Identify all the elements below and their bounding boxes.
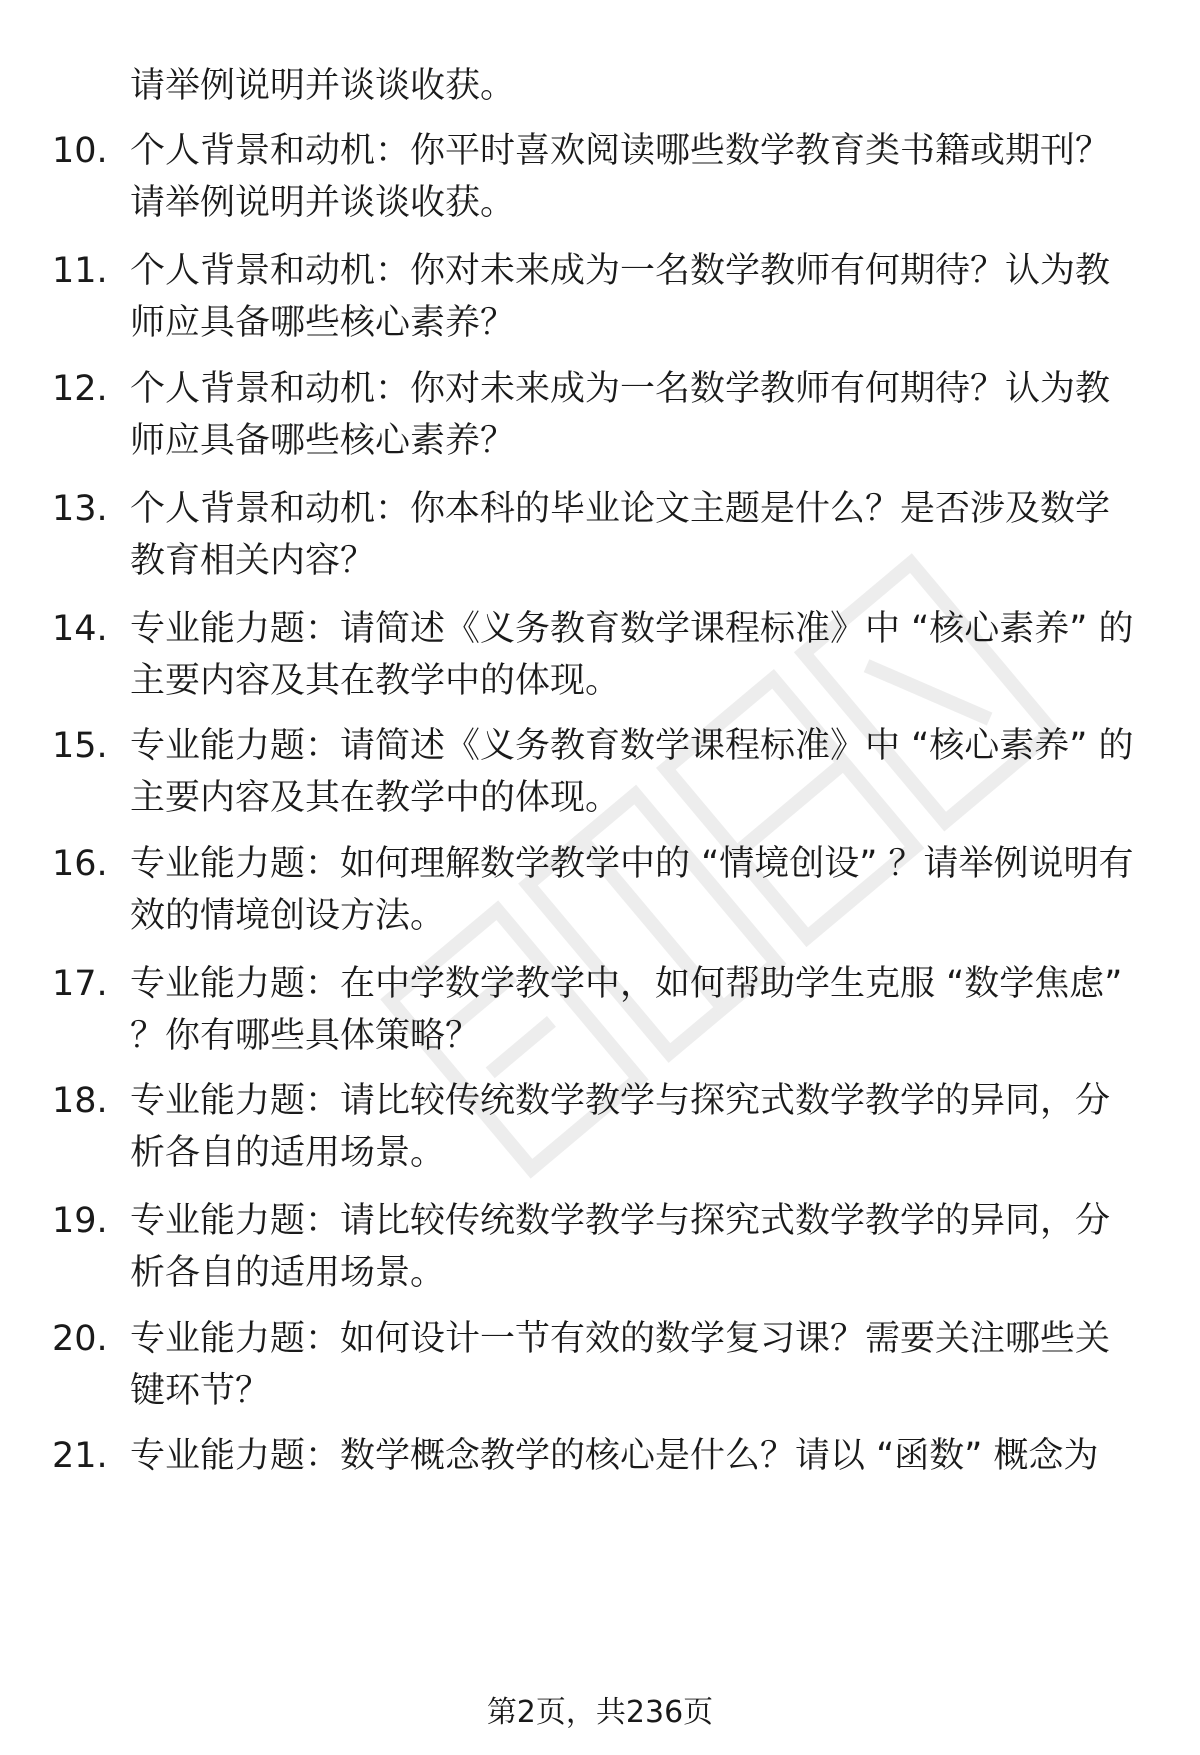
list-item bbox=[52, 363, 1140, 467]
item-number: 14. bbox=[52, 609, 108, 649]
item-text: 专业能力题：在中学数学教学中，如何帮助学生克服 “数学焦虑” ？你有哪些具体策略？ bbox=[130, 964, 1123, 1056]
list-item bbox=[52, 958, 1140, 1062]
item-number: 10. bbox=[52, 131, 108, 171]
continuation-text: 请举例说明并谈谈收获。 bbox=[130, 66, 516, 106]
item-number: 13. bbox=[52, 489, 108, 529]
list-item bbox=[52, 125, 1140, 229]
item-text: 专业能力题：请比较传统数学教学与探究式数学教学的异同，分析各自的适用场景。 bbox=[130, 1201, 1111, 1293]
list-item bbox=[52, 1313, 1140, 1417]
list-item bbox=[52, 483, 1140, 587]
item-text: 专业能力题：数学概念教学的核心是什么？请以 “函数” 概念为 bbox=[130, 1436, 1099, 1476]
item-text: 专业能力题：请简述《义务教育数学课程标准》中 “核心素养” 的主要内容及其在教学中的体现。 bbox=[130, 609, 1134, 701]
item-text: 个人背景和动机：你本科的毕业论文主题是什么？是否涉及数学教育相关内容？ bbox=[130, 489, 1111, 581]
list-item bbox=[52, 1075, 1140, 1179]
item-text: 专业能力题：如何设计一节有效的数学复习课？需要关注哪些关键环节？ bbox=[130, 1319, 1111, 1411]
item-text: 个人背景和动机：你对未来成为一名数学教师有何期待？认为教师应具备哪些核心素养？ bbox=[130, 251, 1111, 343]
item-number: 16. bbox=[52, 844, 108, 884]
item-text: 专业能力题：请简述《义务教育数学课程标准》中 “核心素养” 的主要内容及其在教学中的体现。 bbox=[130, 726, 1134, 818]
list-item bbox=[52, 720, 1140, 824]
list-item bbox=[52, 245, 1140, 349]
list-item bbox=[52, 838, 1140, 942]
item-number: 21. bbox=[52, 1436, 108, 1476]
item-text: 个人背景和动机：你对未来成为一名数学教师有何期待？认为教师应具备哪些核心素养？ bbox=[130, 369, 1111, 461]
list-item bbox=[52, 1430, 1140, 1482]
item-number: 20. bbox=[52, 1319, 108, 1359]
item-number: 17. bbox=[52, 964, 108, 1004]
item-number: 19. bbox=[52, 1201, 108, 1241]
item-number: 12. bbox=[52, 369, 108, 409]
list-item bbox=[52, 603, 1140, 707]
item-text: 专业能力题：如何理解数学教学中的 “情境创设” ？请举例说明有效的情境创设方法。 bbox=[130, 844, 1134, 936]
item-text: 个人背景和动机：你平时喜欢阅读哪些数学教育类书籍或期刊？请举例说明并谈谈收获。 bbox=[130, 131, 1111, 223]
item-number: 18. bbox=[52, 1081, 108, 1121]
item-number: 11. bbox=[52, 251, 108, 291]
list-item bbox=[52, 1195, 1140, 1299]
page-footer: 第2页，共236页 bbox=[486, 1695, 714, 1730]
item-number: 15. bbox=[52, 726, 108, 766]
item-text: 专业能力题：请比较传统数学教学与探究式数学教学的异同，分析各自的适用场景。 bbox=[130, 1081, 1111, 1173]
